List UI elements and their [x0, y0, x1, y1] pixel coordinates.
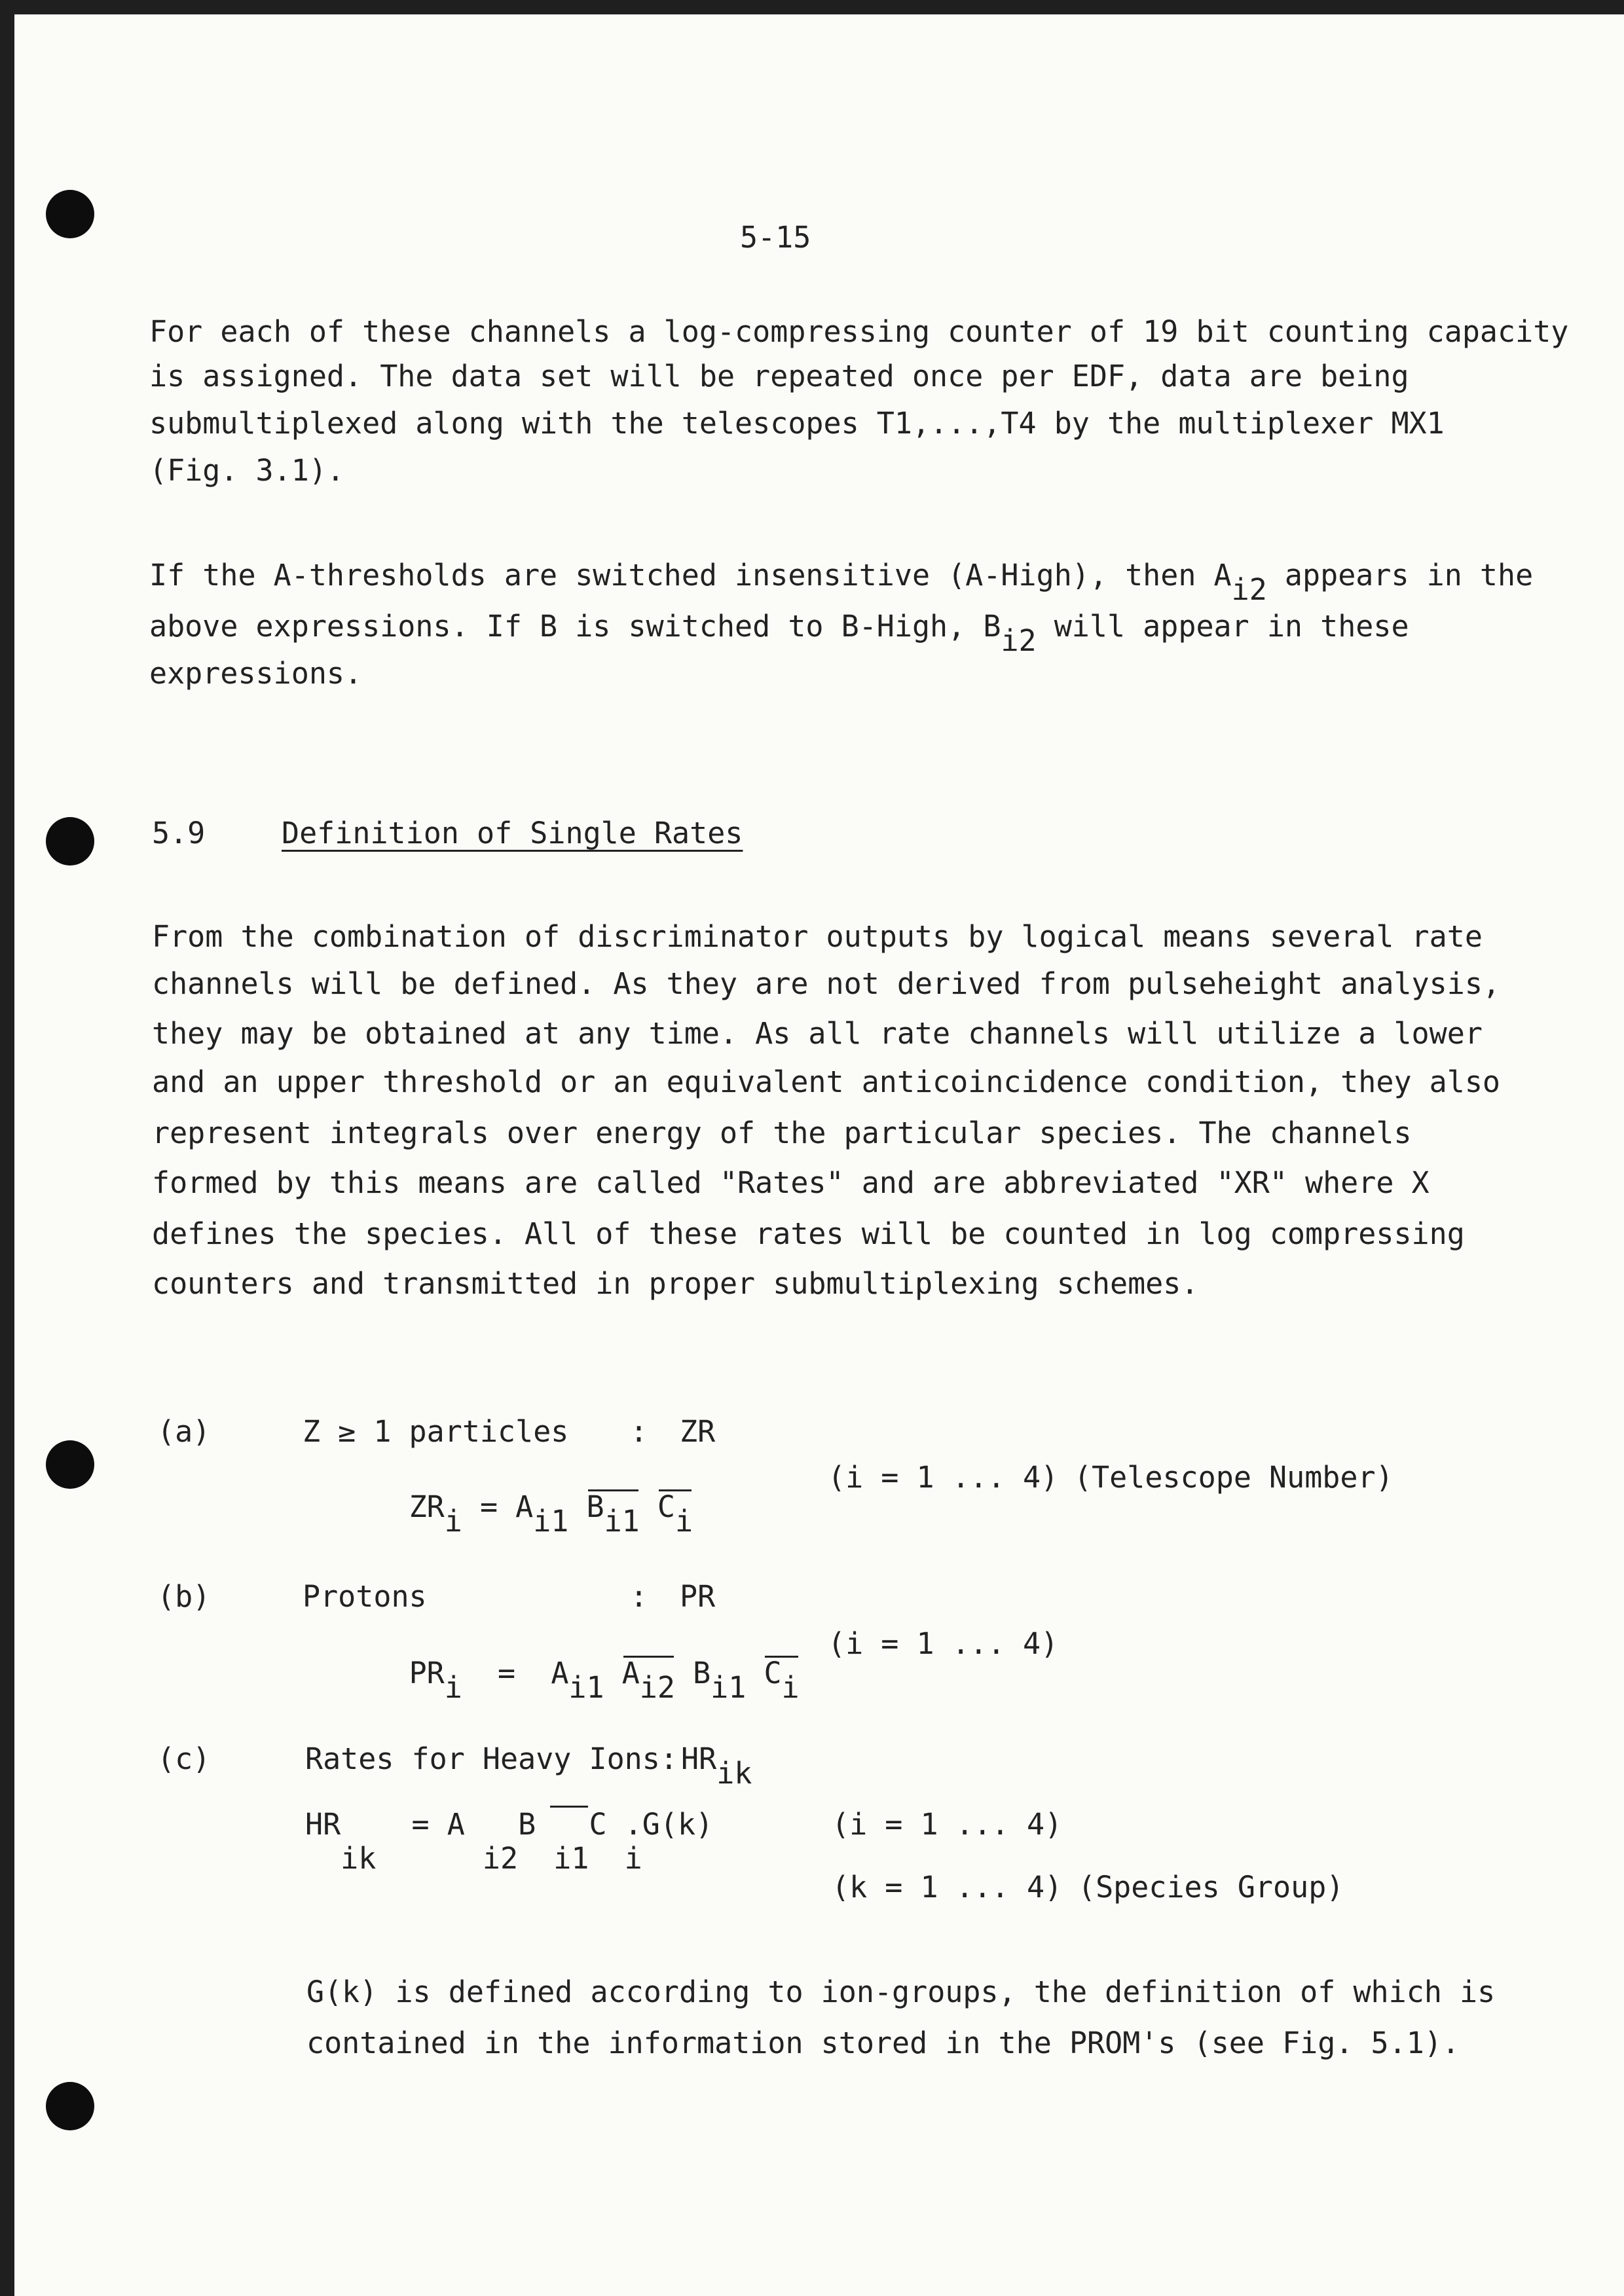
paragraph-2-line-2: above expressions. If B is switched to B-High, $B_{i2}$ will appear in these	[149, 609, 1409, 658]
punch-hole-3	[46, 1440, 94, 1489]
page-number: 5-15	[740, 220, 811, 255]
paragraph-1-line: (Fig. 3.1).	[149, 453, 345, 488]
paragraph-3-line: counters and transmitted in proper submultiplexing schemes.	[152, 1266, 1199, 1301]
paragraph-1-line: submultiplexed along with the telescopes T1,...,T4 by the multiplexer MX1	[149, 406, 1445, 441]
item-c-overline	[550, 1806, 588, 1808]
paragraph-3-line: defines the species. All of these rates will be counted in log compressing	[152, 1216, 1465, 1251]
paragraph-1-line: is assigned. The data set will be repeated once per EDF, data are being	[149, 359, 1409, 393]
item-a-label: (a)	[157, 1414, 211, 1449]
item-b-equation: $PR_i = A_{i1}$ $A_{i2}$ $B_{i1}$ $C_i$	[409, 1656, 800, 1705]
section-title: Definition of Single Rates	[282, 816, 743, 850]
item-a-range: (i = 1 ... 4)	[828, 1460, 1059, 1495]
paragraph-2-line-1: If the A-thresholds are switched insensitive (A-High), then $A_{i2}$ appears in the	[149, 558, 1534, 607]
paragraph-3-line: represent integrals over energy of the particular species. The channels	[152, 1116, 1412, 1150]
paragraph-4-line: G(k) is defined according to ion-groups, the definition of which is	[306, 1975, 1496, 2009]
paragraph-4-line: contained in the information stored in the PROM's (see Fig. 5.1).	[306, 2026, 1460, 2060]
paragraph-3-line: From the combination of discriminator outputs by logical means several rate	[152, 919, 1483, 954]
item-c-note: (Species Group)	[1078, 1870, 1344, 1904]
item-a-equation: $ZR_i = A_{i1}$ $B_{i1}$ $C_i$	[409, 1489, 693, 1539]
document-page	[14, 14, 1624, 2296]
item-b-range: (i = 1 ... 4)	[828, 1626, 1059, 1661]
paragraph-3-line: and an upper threshold or an equivalent anticoincidence condition, they also	[152, 1065, 1501, 1099]
item-a-note: (Telescope Number)	[1074, 1460, 1393, 1495]
item-c-range-k: (k = 1 ... 4)	[832, 1870, 1063, 1904]
item-c-label: (c)	[157, 1741, 211, 1776]
item-c-equation-subscripts: ik i2 i1 i	[305, 1841, 642, 1876]
paragraph-3-line: they may be obtained at any time. As all rate channels will utilize a lower	[152, 1016, 1483, 1051]
paragraph-3-line: channels will be defined. As they are not derived from pulseheight analysis,	[152, 966, 1501, 1001]
item-b-symbol: PR	[680, 1579, 716, 1614]
item-c-range-i: (i = 1 ... 4)	[832, 1807, 1063, 1842]
item-a-colon: :	[630, 1414, 648, 1449]
punch-hole-1	[46, 190, 94, 238]
item-b-label: (b)	[157, 1579, 211, 1614]
punch-hole-4	[46, 2082, 94, 2130]
item-a-name: Z ≥ 1 particles	[303, 1414, 569, 1449]
item-c-equation: HR = A B C .G(k)	[305, 1807, 714, 1842]
section-number: 5.9	[152, 816, 206, 850]
item-b-colon: :	[630, 1579, 648, 1614]
item-c-symbol: $HR_{ik}$	[681, 1741, 752, 1791]
item-a-symbol: ZR	[680, 1414, 716, 1449]
item-b-name: Protons	[303, 1579, 427, 1614]
paragraph-2-line-3: expressions.	[149, 656, 363, 691]
item-c-name: Rates for Heavy Ions:	[305, 1741, 678, 1776]
paragraph-1-line: For each of these channels a log-compressing counter of 19 bit counting capacity	[149, 314, 1569, 349]
punch-hole-2	[46, 817, 94, 866]
paragraph-3-line: formed by this means are called "Rates" and are abbreviated "XR" where X	[152, 1165, 1430, 1200]
